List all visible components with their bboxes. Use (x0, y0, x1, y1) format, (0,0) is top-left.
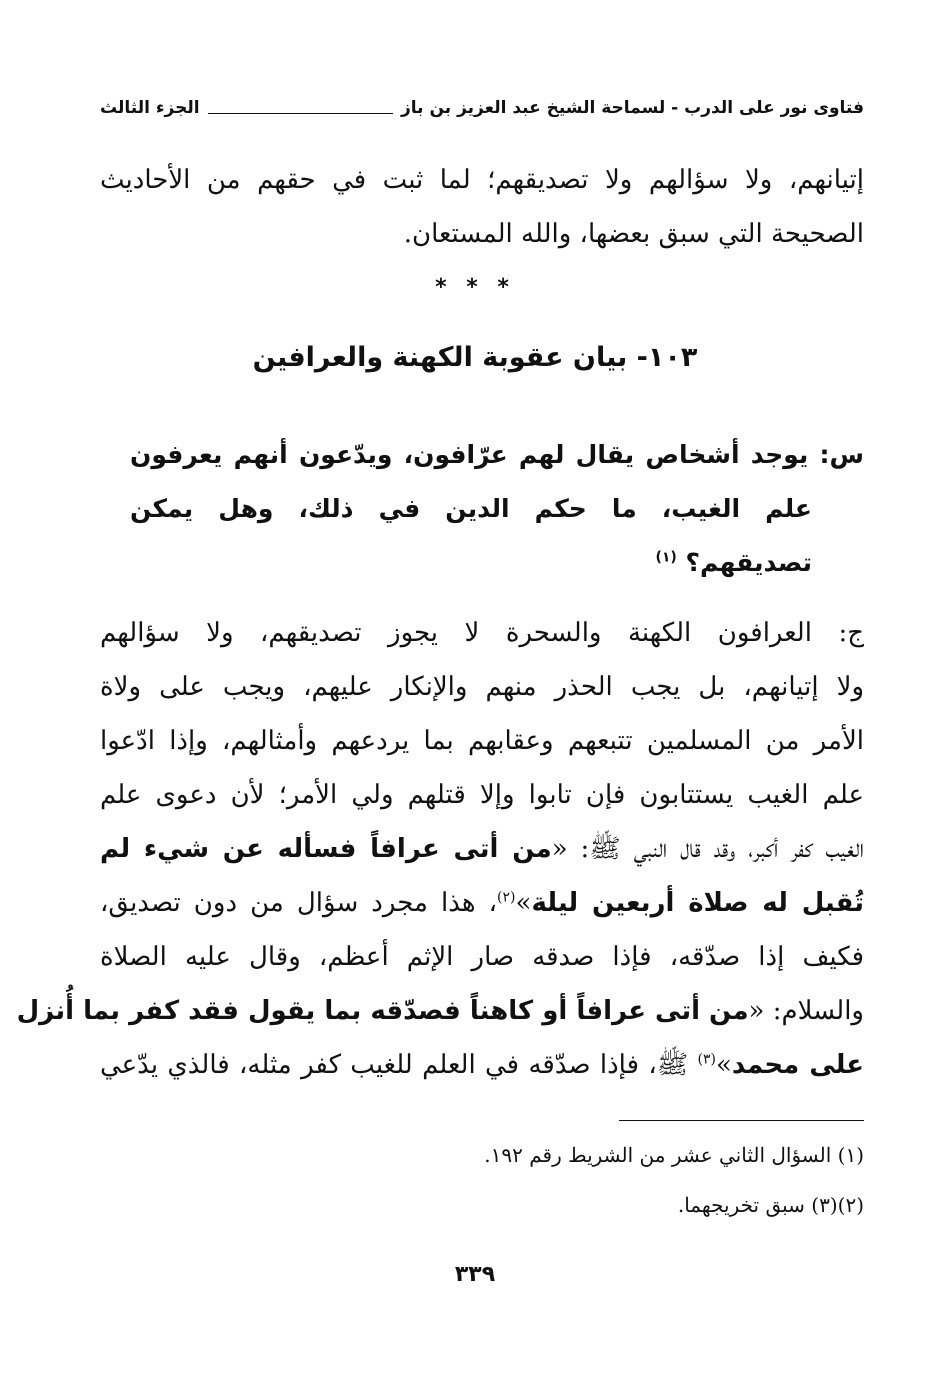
intro-paragraph (100, 153, 864, 261)
footnote-ref: (٣) (697, 1051, 716, 1068)
question-paragraph (130, 428, 864, 590)
answer-text: ﷺ، فإذا صدّقه في العلم للغيب كفر مثله، فالذي يدّعي (100, 1050, 698, 1080)
answer-paragraph (16, 606, 865, 1092)
answer-line: ولا إتيانهم، بل يجب الحذر منهم والإنكار عليهم، ويجب على ولاة (100, 672, 864, 702)
hadith-quote: تُقبل له صلاة أربعين ليلة (531, 888, 864, 918)
footnote-divider (619, 1120, 864, 1121)
footnote-item: (٢)(٣) سبق تخريجهما. (677, 1193, 864, 1217)
answer-line (100, 1038, 864, 1092)
page-number: ٣٣٩ (454, 1262, 496, 1287)
answer-line (100, 876, 864, 930)
answer-line: الأمر من المسلمين تتبعهم وعقابهم بما يردعهم وأمثالهم، وإذا ادّعوا (100, 726, 864, 756)
answer-line: علم الغيب يستتابون فإن تابوا وإلا قتلهم ولي الأمر؛ لأن دعوى علم (100, 780, 864, 810)
question-line: س: يوجد أشخاص يقال لهم عرّافون، ويدّعون أنهم يعرفون (130, 440, 864, 469)
section-heading: ١٠٣- بيان عقوبة الكهنة والعرافين (252, 342, 698, 373)
answer-line: ج: العرافون الكهنة والسحرة لا يجوز تصديقهم، ولا سؤالهم (100, 618, 864, 648)
answer-text: ، هذا مجرد سؤال من دون تصديق، (100, 888, 498, 918)
quote-close: » (716, 1050, 732, 1080)
answer-line (16, 984, 864, 1038)
answer-text: والسلام: « (748, 996, 864, 1026)
running-header (100, 88, 864, 128)
header-rule (208, 113, 393, 114)
hadith-quote: من أتى عرافاً فسأله عن شيء لم (100, 834, 552, 864)
question-line (130, 536, 864, 590)
text-line: إتيانهم، ولا سؤالهم ولا تصديقهم؛ لما ثبت في حقهم من الأحاديث (100, 165, 864, 195)
text-line: الصحيحة التي سبق بعضها، والله المستعان. (403, 219, 864, 249)
answer-line (100, 822, 864, 876)
footnote-ref: (١) (655, 549, 677, 566)
answer-line: فكيف إذا صدّقه، فإذا صدقه صار الإثم أعظم، وقال عليه الصلاة (100, 942, 864, 972)
answer-text: الغيب كفر أكبر، وقد قال النبي ﷺ: « (551, 834, 864, 864)
header-title: فتاوى نور على الدرب - لسماحة الشيخ عبد العزيز بن باز (401, 98, 864, 118)
footnotes (100, 1130, 864, 1230)
question-line: علم الغيب، ما حكم الدين في ذلك، وهل يمكن (130, 494, 812, 523)
footnote-item: (١) السؤال الثاني عشر من الشريط رقم ١٩٢. (484, 1143, 864, 1167)
hadith-quote: من أتى عرافاً أو كاهناً فصدّقه بما يقول فقد كفر بما أُنزل (16, 996, 749, 1026)
question-line-text: تصديقهم؟ (685, 548, 812, 577)
quote-close: » (515, 888, 532, 918)
header-part: الجزء الثالث (100, 98, 200, 118)
hadith-quote: على محمد (731, 1050, 865, 1080)
footnote-ref: (٢) (497, 889, 516, 906)
section-separator: * * * (435, 275, 515, 300)
